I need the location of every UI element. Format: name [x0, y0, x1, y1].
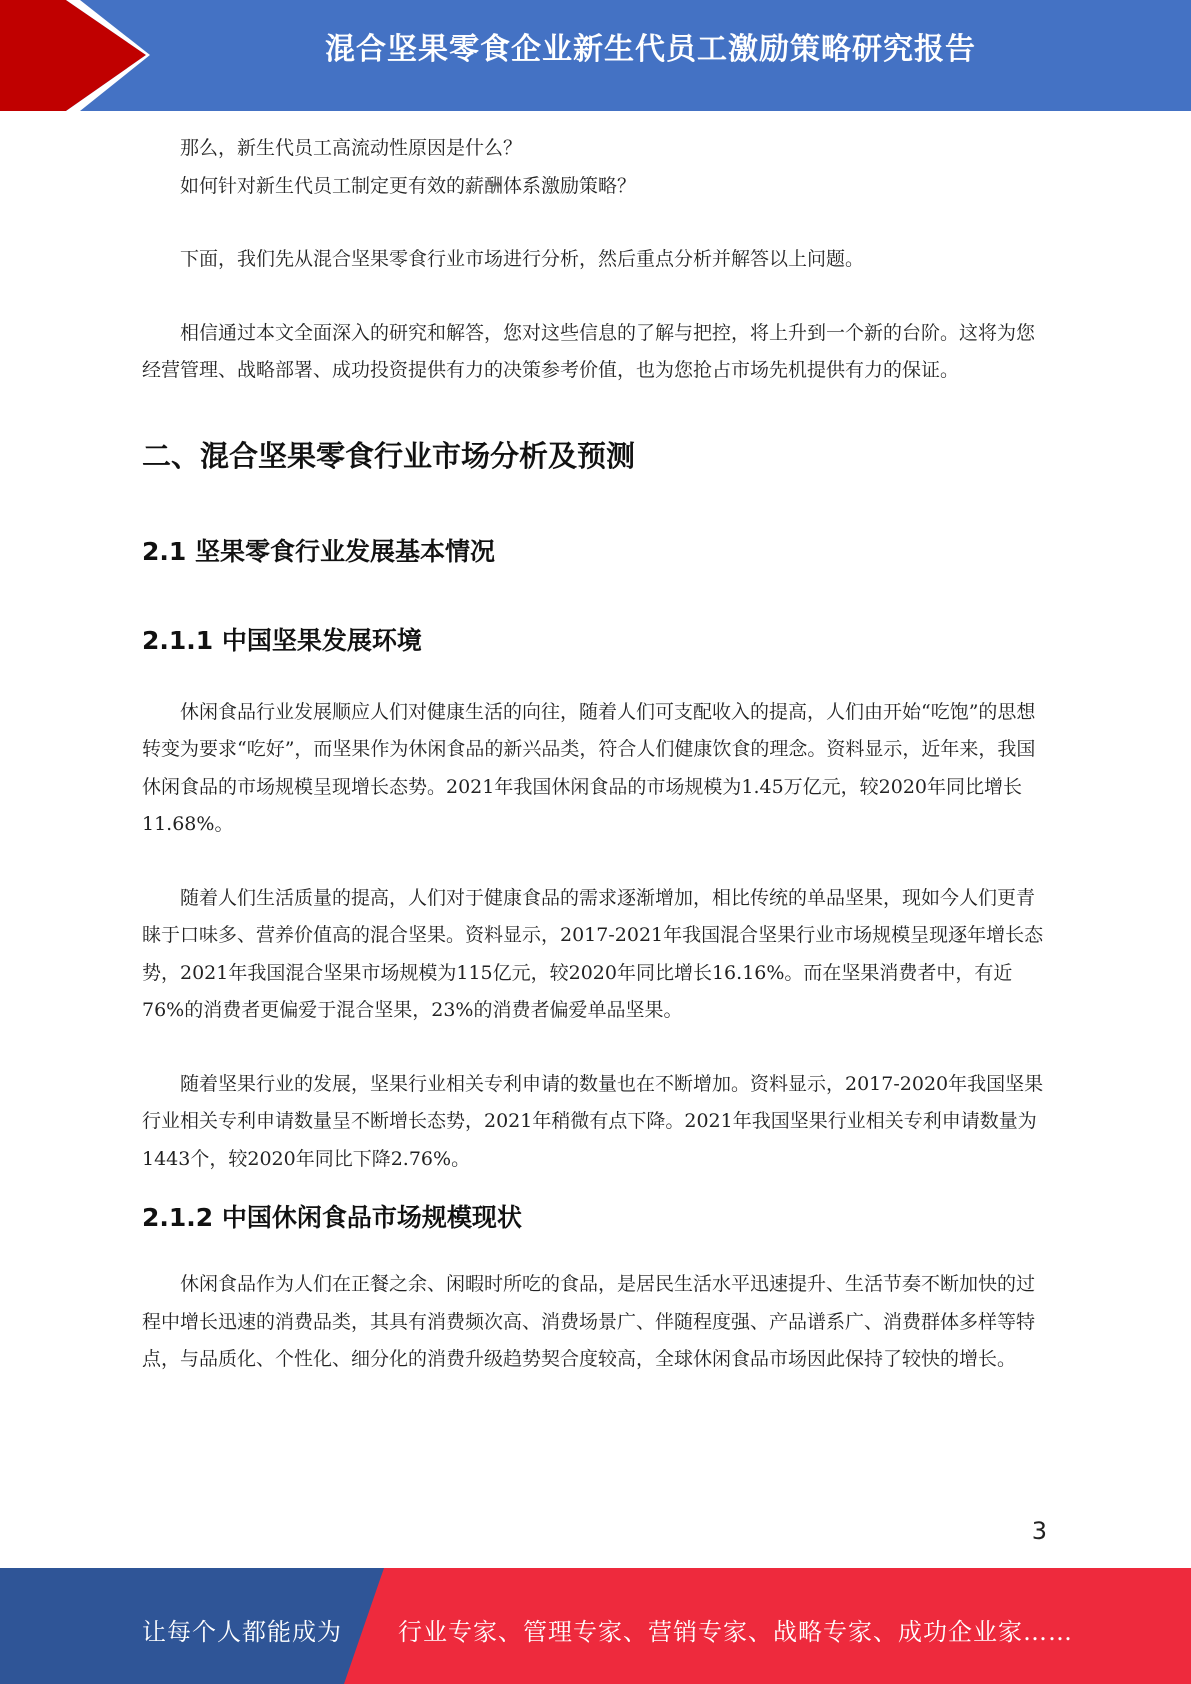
page-header [0, 0, 1191, 111]
section-2-1-2-paragraph-1: 休闲食品作为人们在正餐之余、闲暇时所吃的食品，是居民生活水平迅速提升、生活节奏不断加快的过程中增长迅速的消费品类，其具有消费频次高、消费场景广、伴随程度强、产品谱系广、消费群体多样等特点，与品质化、个性化、细分化的消费升级趋势契合度较高，全球休闲食品市场因此保持了较快的增长。 [142, 1273, 1036, 1370]
section-2-1-2-title: 2.1.2 中国休闲食品市场规模现状 [142, 1203, 522, 1232]
intro-paragraph-1: 下面，我们先从混合坚果零食行业市场进行分析，然后重点分析并解答以上问题。 [180, 248, 865, 270]
section-2-1-1-paragraph-2: 随着人们生活质量的提高，人们对于健康食品的需求逐渐增加，相比传统的单品坚果，现如今人们更青睐于口味多、营养价值高的混合坚果。资料显示，2017-2021年我国混合坚果行业市场规模呈现逐年增长态势，2021年我国混合坚果市场规模为115亿元，较2020年同比增长16.16%。而在坚果消费者中，有近76%的消费者更偏爱于混合坚果，23%的消费者偏爱单品坚果。 [142, 886, 1044, 1021]
page-number: 3 [1031, 1517, 1047, 1545]
intro-question-2: 如何针对新生代员工制定更有效的薪酬体系激励策略？ [180, 174, 637, 197]
section-2-1-title: 2.1 坚果零食行业发展基本情况 [142, 536, 495, 566]
intro-question-1: 那么，新生代员工高流动性原因是什么？ [180, 137, 523, 159]
red-arrow-decoration [0, 0, 160, 111]
footer-slogan-right: 行业专家、管理专家、营销专家、战略专家、成功企业家…… [398, 1618, 1073, 1646]
section-2-title: 二、混合坚果零食行业市场分析及预测 [142, 438, 636, 473]
header-title: 混合坚果零食企业新生代员工激励策略研究报告 [325, 32, 976, 67]
section-2-1-1-paragraph-1: 休闲食品行业发展顺应人们对健康生活的向往，随着人们可支配收入的提高，人们由开始“吃饱”的思想转变为要求“吃好”，而坚果作为休闲食品的新兴品类，符合人们健康饮食的理念。资料显示，近年来，我国休闲食品的市场规模呈现增长态势。2021年我国休闲食品的市场规模为1.45万亿元，较2020年同比增长11.68%。 [142, 700, 1036, 835]
section-2-1-1-paragraph-3: 随着坚果行业的发展，坚果行业相关专利申请的数量也在不断增加。资料显示，2017-2020年我国坚果行业相关专利申请数量呈不断增长态势，2021年稍微有点下降。2021年我国坚果行业相关专利申请数量为1443个，较2020年同比下降2.76%。 [142, 1072, 1044, 1170]
intro-paragraph-2: 相信通过本文全面深入的研究和解答，您对这些信息的了解与把控，将上升到一个新的台阶。这将为您经营管理、战略部署、成功投资提供有力的决策参考价值，也为您抢占市场先机提供有力的保证。 [142, 321, 1036, 381]
page-footer [0, 1568, 1191, 1684]
section-2-1-1-title: 2.1.1 中国坚果发展环境 [142, 625, 422, 655]
main-content [142, 130, 1047, 1379]
footer-slogan-left: 让每个人都能成为 [142, 1618, 342, 1646]
